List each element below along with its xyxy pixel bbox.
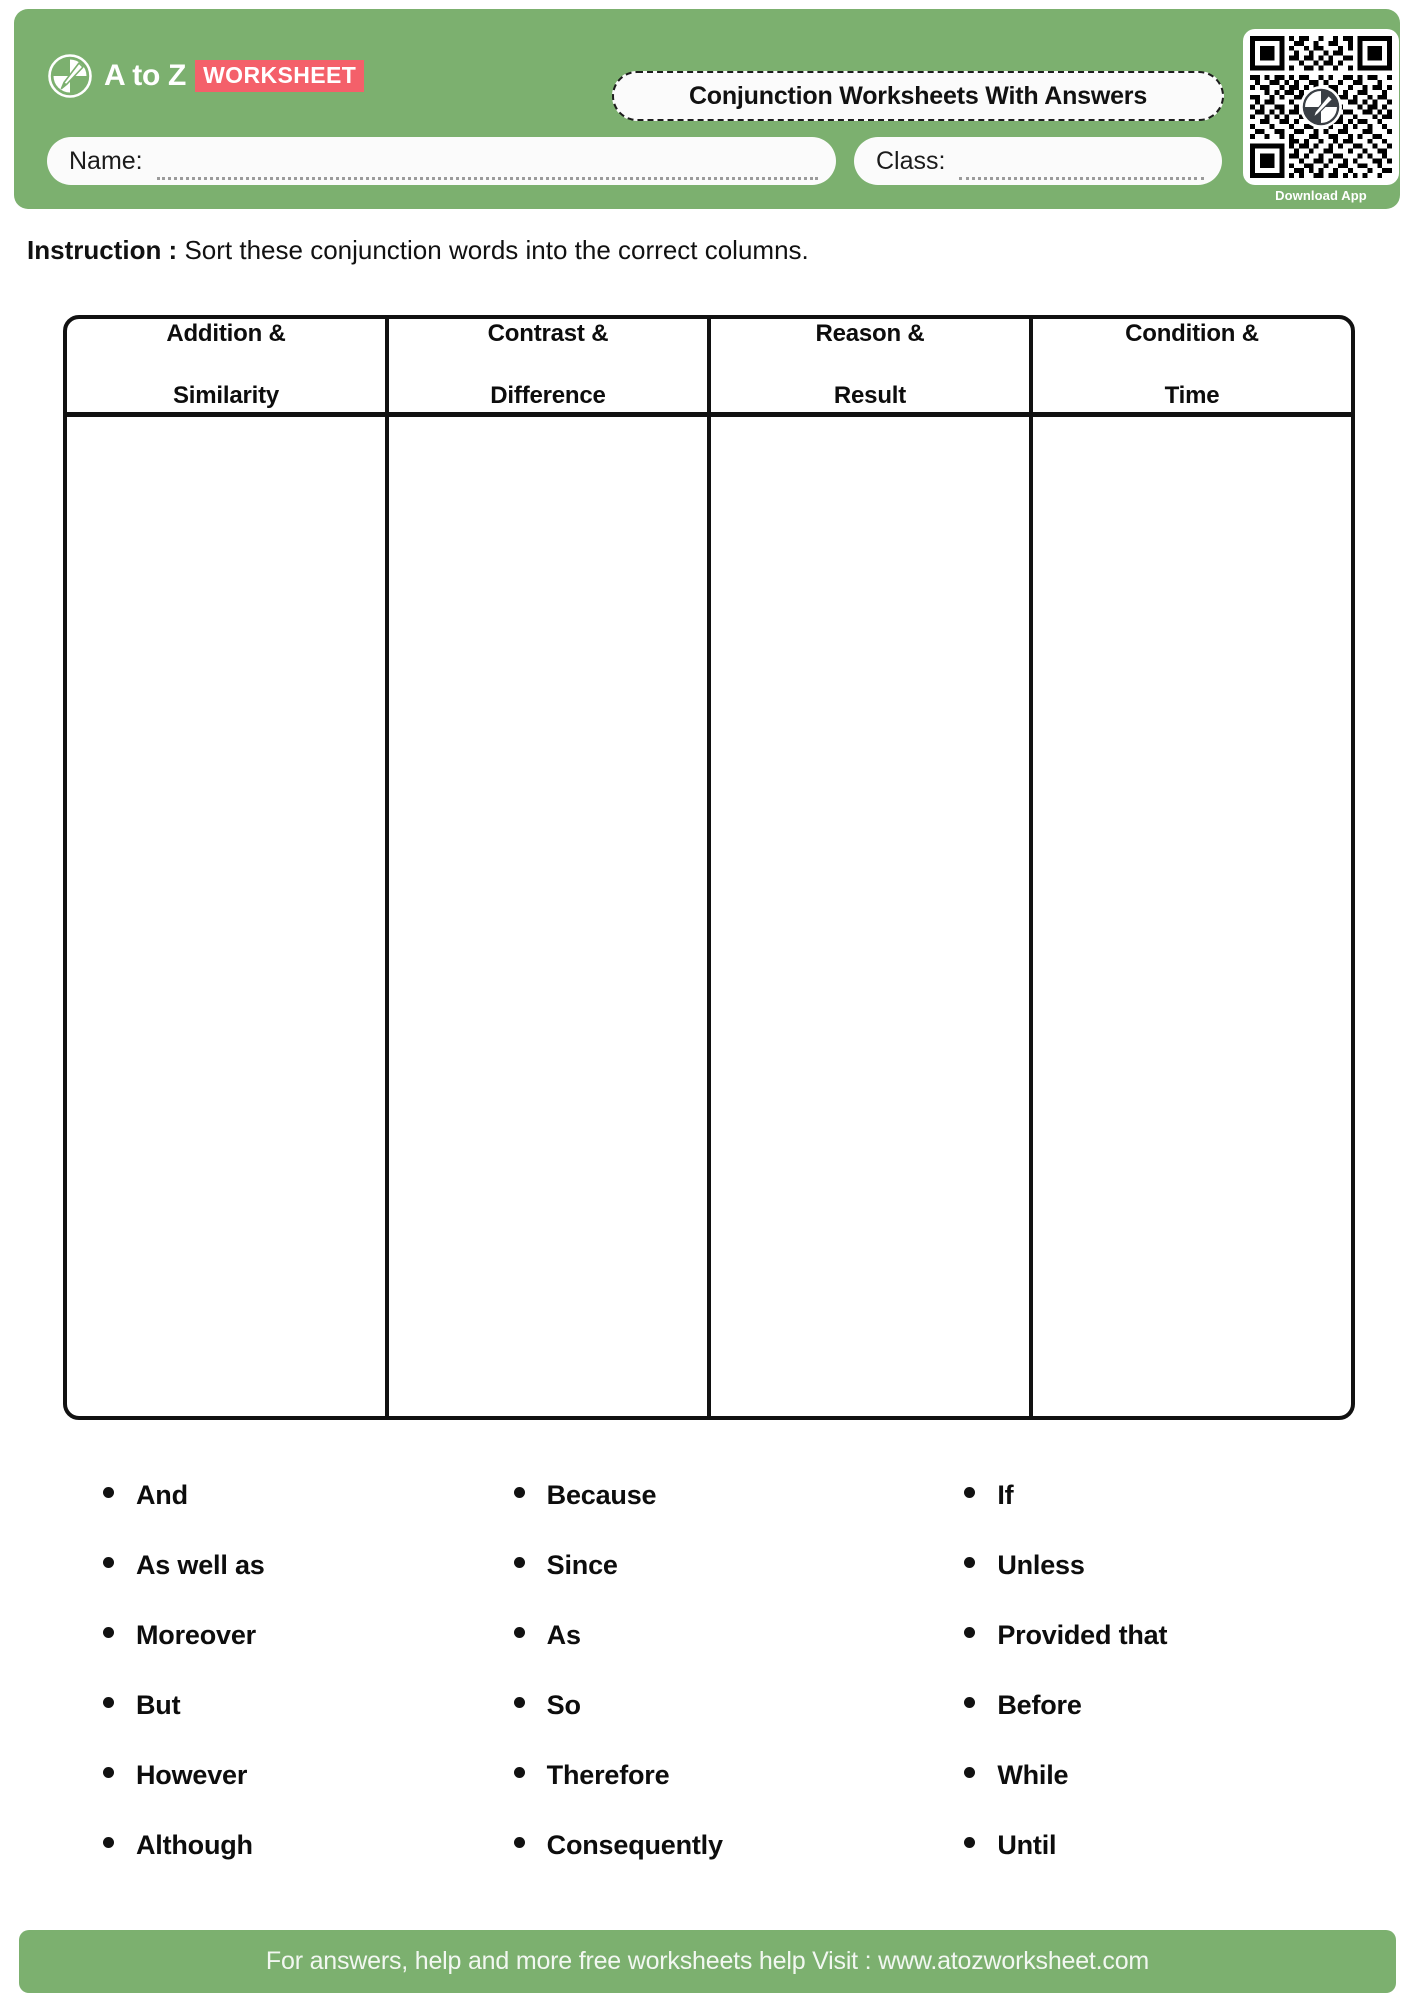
word-bank-column-2 — [494, 1480, 905, 1900]
answer-cell-condition-time[interactable] — [1033, 417, 1351, 1416]
bullet-icon — [103, 1487, 114, 1498]
bullet-icon — [103, 1627, 114, 1638]
bullet-icon — [514, 1697, 525, 1708]
list-item — [964, 1550, 1355, 1620]
answer-cell-addition-similarity[interactable] — [67, 417, 389, 1416]
list-item — [964, 1480, 1355, 1550]
bullet-icon — [514, 1837, 525, 1848]
instruction-line — [27, 235, 809, 266]
word-label: If — [997, 1480, 1014, 1510]
answer-cell-reason-result[interactable] — [711, 417, 1033, 1416]
column-header-line1: Reason & — [815, 320, 925, 348]
column-header-line1: Condition & — [1125, 320, 1259, 348]
sorting-table — [63, 315, 1355, 1420]
word-label: Consequently — [546, 1830, 723, 1860]
column-header-line2: Time — [1164, 381, 1220, 409]
word-label: Moreover — [136, 1620, 256, 1650]
bullet-icon — [964, 1697, 975, 1708]
list-item — [103, 1830, 494, 1900]
list-item — [964, 1690, 1355, 1760]
list-item — [103, 1550, 494, 1620]
bullet-icon — [103, 1697, 114, 1708]
class-field-line — [959, 158, 1204, 180]
logo-badge: WORKSHEET — [195, 60, 364, 92]
bullet-icon — [514, 1767, 525, 1778]
column-header-condition-time — [1033, 319, 1351, 412]
word-label: Although — [136, 1830, 253, 1860]
list-item — [514, 1690, 905, 1760]
word-label: As well as — [136, 1550, 265, 1580]
word-bank-column-3 — [904, 1480, 1355, 1900]
page-header — [14, 9, 1400, 209]
word-label: Provided that — [997, 1620, 1168, 1650]
column-header-line2: Result — [833, 381, 907, 409]
bullet-icon — [514, 1487, 525, 1498]
bullet-icon — [103, 1557, 114, 1568]
column-header-line2: Difference — [490, 381, 606, 409]
list-item — [514, 1620, 905, 1690]
word-label: So — [546, 1690, 581, 1720]
answer-cell-contrast-difference[interactable] — [389, 417, 711, 1416]
word-label: Before — [997, 1690, 1082, 1720]
list-item — [514, 1830, 905, 1900]
column-header-reason-result — [711, 319, 1033, 412]
bullet-icon — [514, 1557, 525, 1568]
page-title: Conjunction Worksheets With Answers — [688, 81, 1148, 110]
list-item — [964, 1760, 1355, 1830]
list-item — [514, 1760, 905, 1830]
bullet-icon — [964, 1487, 975, 1498]
bullet-icon — [964, 1557, 975, 1568]
word-label: Unless — [997, 1550, 1085, 1580]
bullet-icon — [964, 1837, 975, 1848]
list-item — [103, 1620, 494, 1690]
list-item — [964, 1830, 1355, 1900]
class-field[interactable] — [854, 137, 1222, 185]
column-header-contrast-difference — [389, 319, 711, 412]
list-item — [103, 1480, 494, 1550]
list-item — [964, 1620, 1355, 1690]
worksheet-title-box — [612, 71, 1224, 121]
column-header-line1: Addition & — [166, 320, 286, 348]
name-field-line — [157, 158, 818, 180]
word-bank — [63, 1480, 1355, 1900]
list-item — [103, 1690, 494, 1760]
pen-in-circle-icon — [47, 53, 93, 99]
name-field-label: Name: — [69, 146, 143, 175]
column-header-line1: Contrast & — [487, 320, 609, 348]
word-label: Therefore — [546, 1760, 670, 1790]
instruction-text: Sort these conjunction words into the correct columns. — [184, 235, 809, 265]
word-label: And — [136, 1480, 188, 1510]
name-field[interactable] — [47, 137, 836, 185]
word-label: Because — [546, 1480, 657, 1510]
list-item — [514, 1550, 905, 1620]
bullet-icon — [103, 1767, 114, 1778]
footer-text: For answers, help and more free worksheets help Visit : www.atozworksheet.com — [265, 1947, 1150, 1975]
word-label: While — [997, 1760, 1069, 1790]
bullet-icon — [103, 1837, 114, 1848]
word-label: However — [136, 1760, 248, 1790]
bullet-icon — [964, 1627, 975, 1638]
instruction-label: Instruction : — [27, 235, 178, 265]
bullet-icon — [514, 1627, 525, 1638]
bullet-icon — [964, 1767, 975, 1778]
qr-center-logo-icon — [1300, 86, 1342, 128]
brand-logo — [47, 51, 364, 101]
download-app-qr[interactable] — [1243, 29, 1399, 203]
word-label: Until — [997, 1830, 1057, 1860]
word-label: But — [136, 1690, 181, 1720]
list-item — [514, 1480, 905, 1550]
word-bank-column-1 — [63, 1480, 494, 1900]
word-label: Since — [546, 1550, 618, 1580]
column-header-line2: Similarity — [172, 381, 280, 409]
column-header-addition-similarity — [67, 319, 389, 412]
table-body-row — [67, 417, 1351, 1416]
logo-text: A to Z — [104, 59, 187, 92]
list-item — [103, 1760, 494, 1830]
page-footer — [19, 1930, 1396, 1993]
table-header-row — [67, 319, 1351, 417]
qr-code-icon[interactable] — [1243, 29, 1399, 185]
word-label: As — [546, 1620, 581, 1650]
class-field-label: Class: — [876, 146, 946, 175]
qr-caption: Download App — [1275, 188, 1367, 203]
